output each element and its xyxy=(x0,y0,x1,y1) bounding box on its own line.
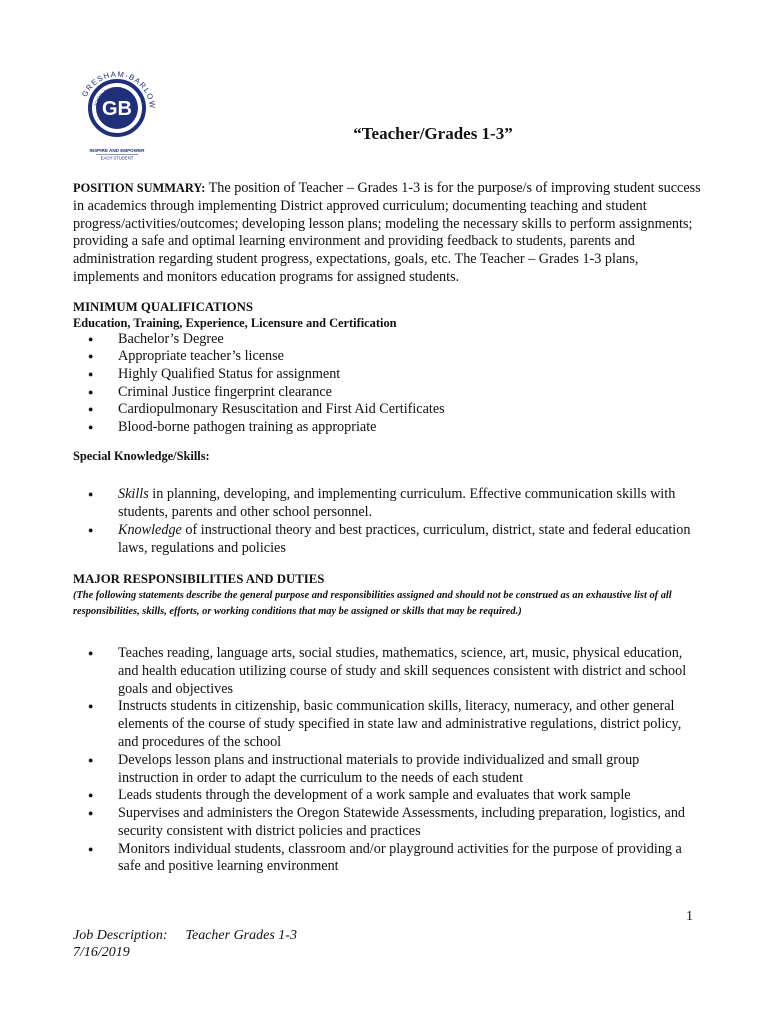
minimum-qualifications-heading: MINIMUM QUALIFICATIONS xyxy=(73,299,253,314)
list-item: ● Highly Qualified Status for assignment xyxy=(73,366,703,384)
footer-date: 7/16/2019 xyxy=(73,945,130,960)
logo-initials: GB xyxy=(102,98,132,120)
list-item: ● Supervises and administers the Oregon Statewide Assessments, including preparation, logistics, and security consistent with district policies and practices xyxy=(73,805,703,841)
logo-arc-text: GRESHAM-BARLOW xyxy=(79,69,158,110)
logo-sub-text: SCHOOL DISTRICT xyxy=(93,86,122,107)
position-summary-text: The position of Teacher – Grades 1-3 is for the purpose/s of improving student success in academics through implementing District approved curriculum; documenting teaching and student progress/activities/outcomes; developing lesson plans; modeling the necessary skills to perform assignments; providing a safe and optimal learning environment and providing feedback to students, parents and administration regarding student progress, expectations, goals, etc. The Teacher – Grades 1-3 plans, implements and monitors education programs for assigned students. xyxy=(73,180,701,285)
list-item: ● Blood-borne pathogen training as appropriate xyxy=(73,419,703,437)
logo-motto-line1: INSPIRE AND EMPOWER xyxy=(89,148,145,153)
list-item: ● Criminal Justice fingerprint clearance xyxy=(73,384,703,402)
minimum-qualifications-section xyxy=(73,299,703,437)
page-title: “Teacher/Grades 1-3” xyxy=(353,124,513,143)
list-item: ● Instructs students in citizenship, basic communication skills, literacy, numeracy, and other general elements of the course of study specified in state law and administrative regulations, district policy, and procedures of the school xyxy=(73,698,703,751)
document-body xyxy=(73,180,703,876)
list-item: ● Bachelor’s Degree xyxy=(73,331,703,349)
list-item: ● Develops lesson plans and instructional materials to provide individualized and small group instruction in order to adapt the curriculum to the needs of each student xyxy=(73,752,703,788)
list-item: ● Leads students through the development of a work sample and evaluates that work sample xyxy=(73,787,703,805)
skill-text: of instructional theory and best practices, curriculum, district, state and federal education laws, regulations and policies xyxy=(118,521,691,556)
footer-job-title: Teacher Grades 1-3 xyxy=(185,928,297,943)
footer-label: Job Description: xyxy=(73,928,168,943)
skill-term: Skills xyxy=(118,486,149,503)
position-summary xyxy=(73,180,703,287)
special-skills-list xyxy=(73,486,703,557)
list-item xyxy=(73,486,703,522)
major-responsibilities-section xyxy=(73,571,703,876)
footer xyxy=(73,927,297,961)
page-number: 1 xyxy=(686,909,693,924)
skill-term: Knowledge xyxy=(118,521,182,538)
responsibilities-note: (The following statements describe the general purpose and responsibilities assigned and should not be construed as an exhaustive list of all responsibilities, skills, efforts, or working conditions that may be assigned or skills that may be required.) xyxy=(73,590,672,618)
major-responsibilities-heading: MAJOR RESPONSIBILITIES AND DUTIES xyxy=(73,572,325,587)
duties-list xyxy=(73,645,703,876)
list-item: ● Monitors individual students, classroom and/or playground activities for the purpose of providing a safe and positive learning environment xyxy=(73,841,703,877)
list-item: ● Appropriate teacher’s license xyxy=(73,348,703,366)
list-item: ● Cardiopulmonary Resuscitation and First Aid Certificates xyxy=(73,401,703,419)
logo-motto-line2: EACH STUDENT xyxy=(100,155,134,161)
qualifications-subheading: Education, Training, Experience, Licensure and Certification xyxy=(73,315,397,330)
district-logo xyxy=(74,64,160,164)
position-summary-label: POSITION SUMMARY: xyxy=(73,181,206,195)
list-item: ● Teaches reading, language arts, social studies, mathematics, science, art, music, physical education, and health education utilizing course of study and skill sequences consistent with district and school goals and objectives xyxy=(73,645,703,698)
qualifications-list xyxy=(73,331,703,437)
footer-line-1 xyxy=(73,927,297,944)
special-knowledge-heading: Special Knowledge/Skills: xyxy=(73,449,210,464)
district-logo-graphic xyxy=(74,64,160,164)
skill-text: in planning, developing, and implementing curriculum. Effective communication skills with students, parents and other school personnel. xyxy=(118,486,676,520)
list-item xyxy=(73,522,703,558)
